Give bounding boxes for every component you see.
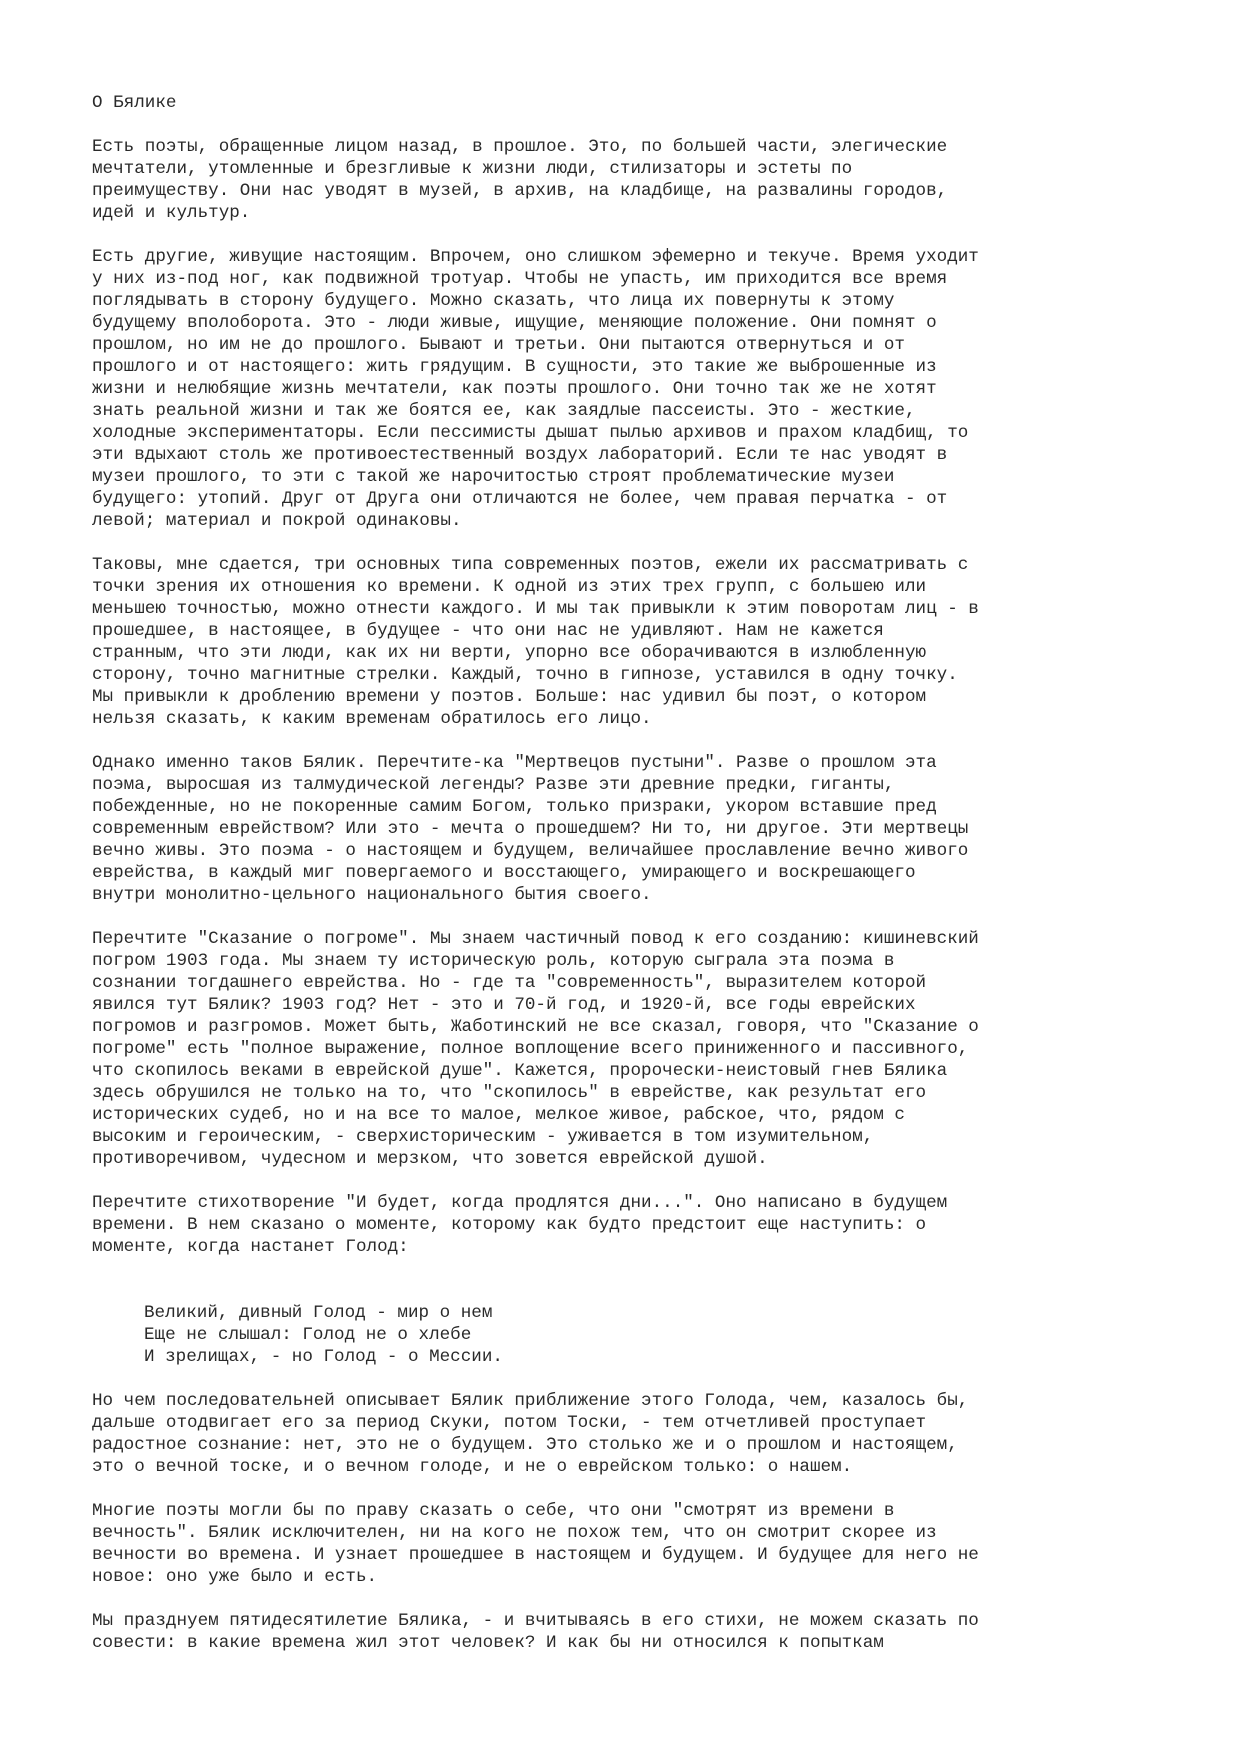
- text-line: сознании тогдашнего еврейства. Но - где та "современность", выразителем которой: [92, 973, 927, 993]
- text-line: явился тут Бялик? 1903 год? Нет - это и 70-й год, и 1920-й, все годы еврейских: [92, 995, 916, 1015]
- text-line: Есть другие, живущие настоящим. Впрочем, оно слишком эфемерно и текуче. Время уходит: [92, 247, 979, 267]
- text-line: Таковы, мне сдается, три основных типа современных поэтов, ежели их рассматривать с: [92, 555, 969, 575]
- text-line: погроме" есть "полное выражение, полное воплощение всего приниженного и пассивного,: [92, 1039, 969, 1059]
- verse-line: И зрелищах, - но Голод - о Мессии.: [144, 1347, 503, 1367]
- text-line: жизни и нелюбящие жизнь мечтатели, как поэты прошлого. Они точно так же не хотят: [92, 379, 937, 399]
- paragraph-8: [92, 1500, 1212, 1588]
- text-line: будущего: утопий. Друг от Друга они отличаются не более, чем правая перчатка - от: [92, 489, 948, 509]
- text-line: исторических судеб, но и на все то малое, мелкое живое, рабское, что, рядом с: [92, 1105, 905, 1125]
- text-line: вечно живы. Это поэма - о настоящем и будущем, величайшее прославление вечно живого: [92, 841, 969, 861]
- text-line: внутри монолитно-цельного национального бытия своего.: [92, 885, 652, 905]
- text-line: меньшею точностью, можно отнести каждого. И мы так привыкли к этим поворотам лиц - в: [92, 599, 979, 619]
- text-line: погром 1903 года. Мы знаем ту историческую роль, которую сыграла эта поэма в: [92, 951, 895, 971]
- text-line: Есть поэты, обращенные лицом назад, в прошлое. Это, по большей части, элегические: [92, 137, 948, 157]
- text-line: это о вечной тоске, и о вечном голоде, и не о еврейском только: о нашем.: [92, 1457, 853, 1477]
- verse-line: Великий, дивный Голод - мир о нем: [144, 1303, 493, 1323]
- paragraph-4: [92, 752, 1212, 906]
- text-line: преимуществу. Они нас уводят в музей, в архив, на кладбище, на развалины городов,: [92, 181, 948, 201]
- text-line: музеи прошлого, то эти с такой же нарочитостью строят проблематические музеи: [92, 467, 895, 487]
- text-line: левой; материал и покрой одинаковы.: [92, 511, 462, 531]
- text-line: дальше отодвигает его за период Скуки, потом Тоски, - тем отчетливей проступает: [92, 1413, 927, 1433]
- text-line: Перечтите "Сказание о погроме". Мы знаем частичный повод к его созданию: кишиневский: [92, 929, 979, 949]
- text-line: Многие поэты могли бы по праву сказать о себе, что они "смотрят из времени в: [92, 1501, 895, 1521]
- text-line: нельзя сказать, к каким временам обратилось его лицо.: [92, 709, 652, 729]
- text-line: времени. В нем сказано о моменте, которому как будто предстоит еще наступить: о: [92, 1215, 927, 1235]
- text-line: у них из-под ног, как подвижной тротуар. Чтобы не упасть, им приходится все время: [92, 269, 948, 289]
- text-line: радостное сознание: нет, это не о будущем. Это столько же и о прошлом и настоящем,: [92, 1435, 958, 1455]
- text-line: холодные экспериментаторы. Если пессимисты дышат пылью архивов и прахом кладбищ, то: [92, 423, 969, 443]
- verse-line: Еще не слышал: Голод не о хлебе: [144, 1325, 472, 1345]
- text-line: Перечтите стихотворение "И будет, когда продлятся дни...". Оно написано в будущем: [92, 1193, 948, 1213]
- text-line: идей и культур.: [92, 203, 251, 223]
- text-line: совести: в какие времена жил этот человек? И как бы ни относился к попыткам: [92, 1633, 884, 1653]
- text-line: противоречивом, чудесном и мерзком, что зовется еврейской душой.: [92, 1149, 768, 1169]
- text-line: новое: оно уже было и есть.: [92, 1567, 378, 1587]
- text-line: вечность". Бялик исключителен, ни на кого не похож тем, что он смотрит скорее из: [92, 1523, 937, 1543]
- document-page: [92, 92, 1212, 1676]
- paragraph-1: [92, 136, 1212, 224]
- text-line: точки зрения их отношения ко времени. К одной из этих трех групп, с большею или: [92, 577, 927, 597]
- paragraph-6: [92, 1192, 1212, 1258]
- text-line: современным еврейством? Или это - мечта о прошедшем? Ни то, ни другое. Эти мертвецы: [92, 819, 969, 839]
- paragraph-7: [92, 1390, 1212, 1478]
- text-line: побежденные, но не покоренные самим Богом, только призраки, укором вставшие пред: [92, 797, 937, 817]
- verse-quote: [144, 1302, 1212, 1368]
- text-line: знать реальной жизни и так же боятся ее, как заядлые пассеисты. Это - жесткие,: [92, 401, 916, 421]
- text-line: поэма, выросшая из талмудической легенды? Разве эти древние предки, гиганты,: [92, 775, 895, 795]
- text-line: поглядывать в сторону будущего. Можно сказать, что лица их повернуты к этому: [92, 291, 895, 311]
- text-line: сторону, точно магнитные стрелки. Каждый, точно в гипнозе, уставился в одну точку.: [92, 665, 958, 685]
- text-line: эти вдыхают столь же противоестественный воздух лабораторий. Если те нас уводят в: [92, 445, 948, 465]
- paragraph-5: [92, 928, 1212, 1170]
- text-line: вечности во времена. И узнает прошедшее в настоящем и будущем. И будущее для него не: [92, 1545, 979, 1565]
- text-line: что скопилось веками в еврейской душе". Кажется, пророчески-неистовый гнев Бялика: [92, 1061, 948, 1081]
- text-line: странным, что эти люди, как их ни верти, упорно все оборачиваются в излюбленную: [92, 643, 927, 663]
- text-line: моменте, когда настанет Голод:: [92, 1237, 409, 1257]
- text-line: Но чем последовательней описывает Бялик приближение этого Голода, чем, казалось бы,: [92, 1391, 969, 1411]
- paragraph-3: [92, 554, 1212, 730]
- text-line: еврейства, в каждый миг повергаемого и восстающего, умирающего и воскрешающего: [92, 863, 916, 883]
- text-line: прошлого и от настоящего: жить грядущим. В сущности, это такие же выброшенные из: [92, 357, 937, 377]
- text-line: погромов и разгромов. Может быть, Жаботинский не все сказал, говоря, что "Сказание о: [92, 1017, 979, 1037]
- paragraph-2: [92, 246, 1212, 532]
- text-line: мечтатели, утомленные и брезгливые к жизни люди, стилизаторы и эстеты по: [92, 159, 853, 179]
- text-line: будущему вполоборота. Это - люди живые, ищущие, меняющие положение. Они помнят о: [92, 313, 937, 333]
- text-line: прошлом, но им не до прошлого. Бывают и третьи. Они пытаются отвернуться и от: [92, 335, 905, 355]
- text-line: Мы празднуем пятидесятилетие Бялика, - и вчитываясь в его стихи, не можем сказать по: [92, 1611, 979, 1631]
- document-title: О Бялике: [92, 93, 177, 113]
- text-line: высоким и героическим, - сверхисторическим - уживается в том изумительном,: [92, 1127, 874, 1147]
- text-line: Мы привыкли к дроблению времени у поэтов. Больше: нас удивил бы поэт, о котором: [92, 687, 927, 707]
- text-line: здесь обрушился не только на то, что "скопилось" в еврействе, как результат его: [92, 1083, 927, 1103]
- text-line: прошедшее, в настоящее, в будущее - что они нас не удивляют. Нам не кажется: [92, 621, 884, 641]
- paragraph-9: [92, 1610, 1212, 1654]
- text-line: Однако именно таков Бялик. Перечтите-ка "Мертвецов пустыни". Разве о прошлом эта: [92, 753, 937, 773]
